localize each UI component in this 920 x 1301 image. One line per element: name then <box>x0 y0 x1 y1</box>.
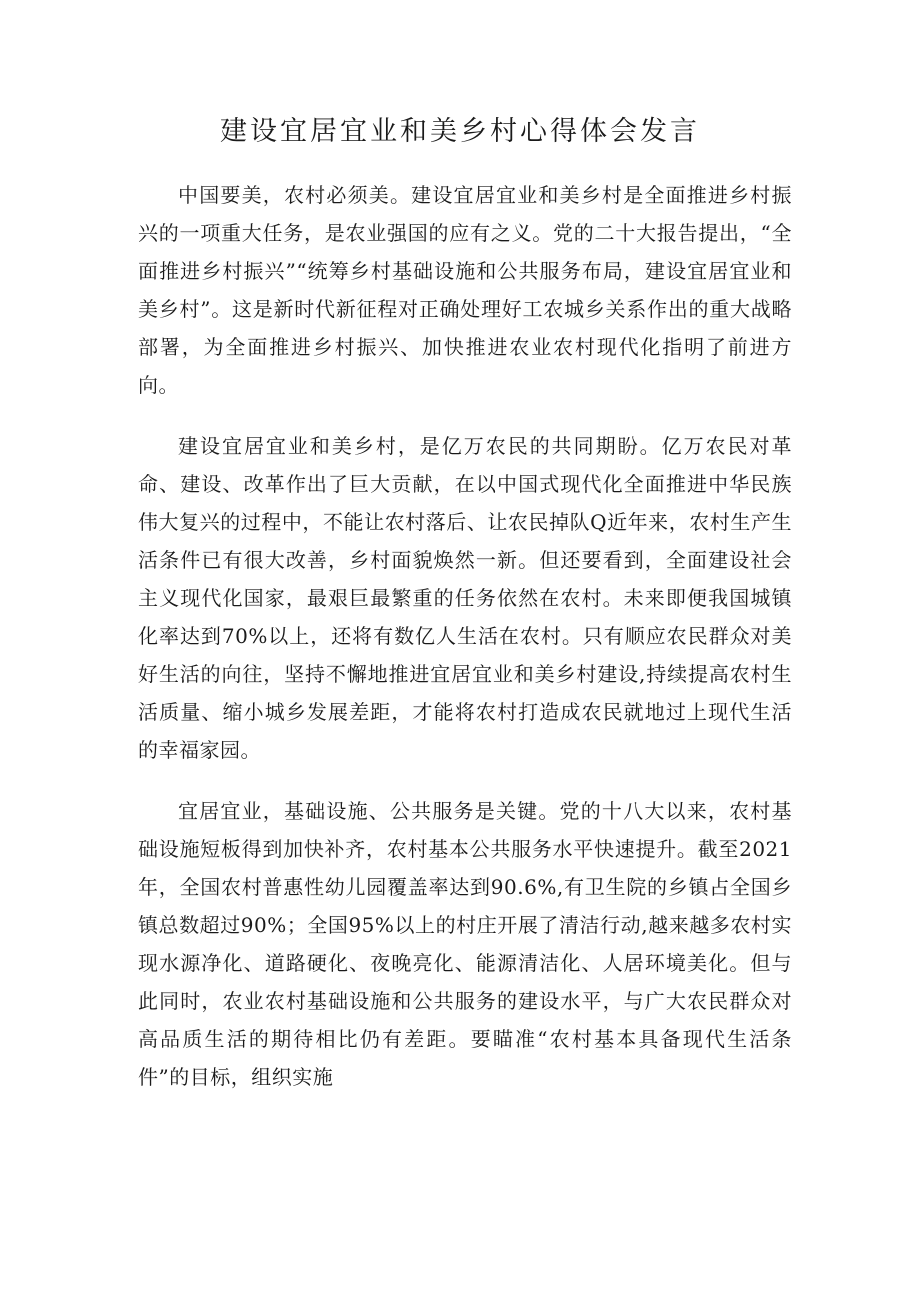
paragraph-3: 宜居宜业，基础设施、公共服务是关键。党的十八大以来，农村基础设施短板得到加快补齐，农村基本公共服务水平快速提升。截至2021年，全国农村普惠性幼儿园覆盖率达到90.6%,有卫生院的乡镇占全国乡镇总数超过90%；全国95%以上的村庄开展了清洁行动,越来越多农村实现水源净化、道路硬化、夜晚亮化、能源清洁化、人居环境美化。但与此同时，农业农村基础设施和公共服务的建设水平，与广大农民群众对高品质生活的期待相比仍有差距。要瞄准“农村基本具备现代生活条件”的目标，组织实施 <box>138 799 792 1089</box>
document-title: 建设宜居宜业和美乡村心得体会发言 <box>220 116 700 147</box>
document-body <box>138 176 792 1119</box>
paragraph-2: 建设宜居宜业和美乡村，是亿万农民的共同期盼。亿万农民对革命、建设、改革作出了巨大贡献，在以中国式现代化全面推进中华民族伟大复兴的过程中，不能让农村落后、让农民掉队Q近年来，农村生产生活条件已有很大改善，乡村面貌焕然一新。但还要看到，全面建设社会主义现代化国家，最艰巨最繁重的任务依然在农村。未来即便我国城镇化率达到70%以上，还将有数亿人生活在农村。只有顺应农民群众对美好生活的向往，坚持不懈地推进宜居宜业和美乡村建设,持续提高农村生活质量、缩小城乡发展差距，才能将农村打造成农民就地过上现代生活的幸福家园。 <box>138 434 792 762</box>
paragraph-1: 中国要美，农村必须美。建设宜居宜业和美乡村是全面推进乡村振兴的一项重大任务，是农业强国的应有之义。党的二十大报告提出，“全面推进乡村振兴”“统筹乡村基础设施和公共服务布局，建设宜居宜业和美乡村”。这是新时代新征程对正确处理好工农城乡关系作出的重大战略部署，为全面推进乡村振兴、加快推进农业农村现代化指明了前进方向。 <box>138 183 792 397</box>
